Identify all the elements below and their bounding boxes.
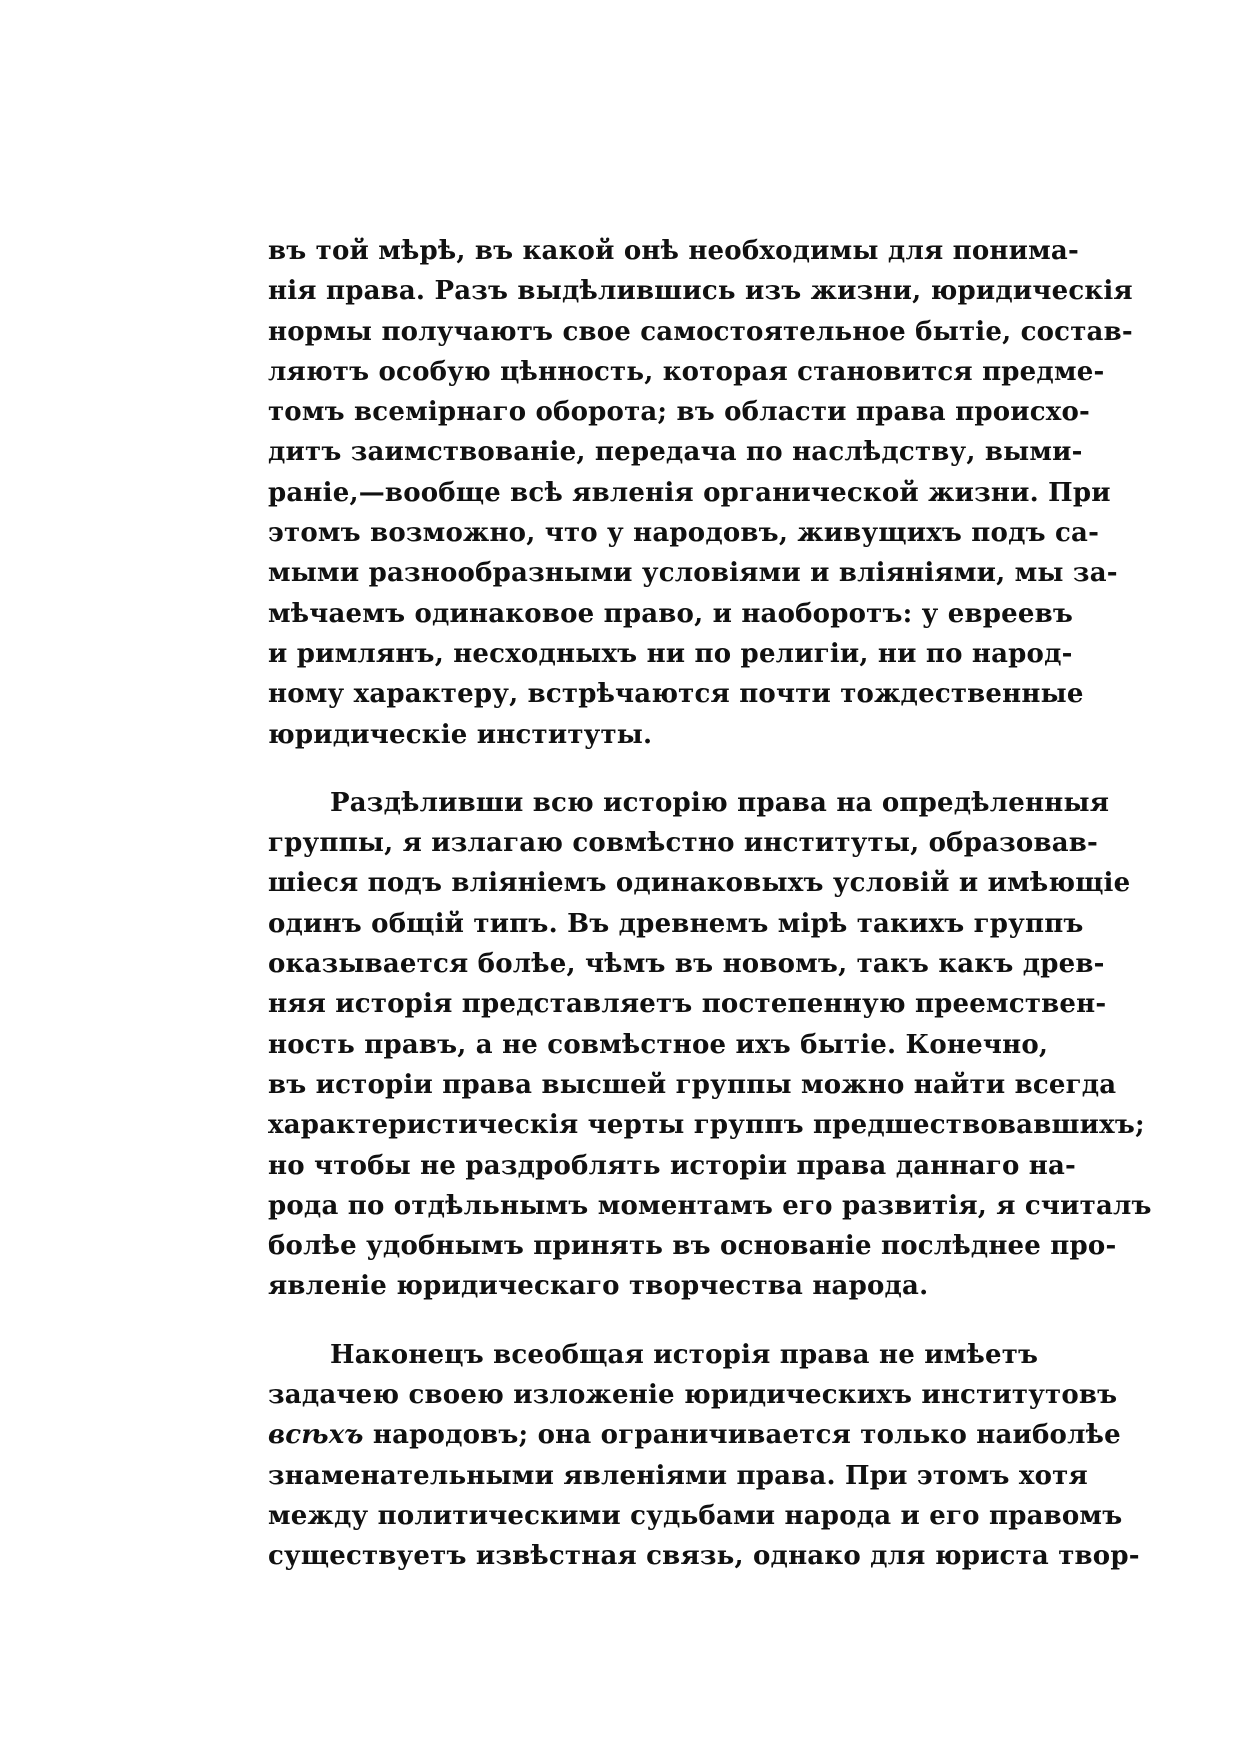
text-line: и римлянъ, несходныхъ ни по религіи, ни по народ- bbox=[268, 638, 1073, 669]
text-line: ляютъ особую цѣнность, которая становится предме- bbox=[268, 356, 1105, 387]
text-line: этомъ возможно, что у народовъ, живущихъ подъ са- bbox=[268, 518, 1100, 549]
text-line: существуетъ извѣстная связь, однако для юриста твор- bbox=[268, 1541, 1140, 1572]
italic-word: всѣхъ bbox=[268, 1420, 364, 1451]
paragraph-3 bbox=[268, 1335, 1140, 1577]
text-line: Раздѣливши всю исторію права на опредѣленныя bbox=[330, 787, 1110, 818]
text-line: въ той мѣрѣ, въ какой онѣ необходимы для понима- bbox=[268, 236, 1079, 266]
page-text bbox=[268, 231, 1152, 1577]
text-line: юридическіе институты. bbox=[268, 719, 653, 750]
text-line-with-italic bbox=[268, 1415, 1121, 1455]
text-line: мыми разнообразными условіями и вліяніями, мы за- bbox=[268, 558, 1118, 589]
text-line-rest: народовъ; она ограничивается только наиболѣе bbox=[372, 1420, 1121, 1451]
text-line: задачею своею изложеніе юридическихъ институтовъ bbox=[268, 1380, 1118, 1411]
text-line: одинъ общій типъ. Въ древнемъ мірѣ такихъ группъ bbox=[268, 908, 1084, 939]
text-line: мѣчаемъ одинаковое право, и наоборотъ: у евреевъ bbox=[268, 598, 1074, 629]
text-line: группы, я излагаю совмѣстно институты, образовав- bbox=[268, 828, 1099, 859]
text-line: болѣе удобнымъ принять въ основаніе послѣднее про- bbox=[268, 1231, 1117, 1262]
text-line: нормы получаютъ свое самостоятельное бытіе, состав- bbox=[268, 316, 1133, 347]
text-line: рода по отдѣльнымъ моментамъ его развитія, я считалъ bbox=[268, 1190, 1152, 1221]
text-line: няя исторія представляетъ постепенную преемствен- bbox=[268, 989, 1107, 1020]
paragraph-1 bbox=[268, 231, 1133, 755]
text-line: между политическими судьбами народа и его правомъ bbox=[268, 1500, 1123, 1531]
text-line: характеристическія черты группъ предшествовавшихъ; bbox=[268, 1110, 1145, 1141]
text-line: Наконецъ всеобщая исторія права не имѣетъ bbox=[330, 1339, 1039, 1370]
text-line: шіеся подъ вліяніемъ одинаковыхъ условій и имѣющіе bbox=[268, 868, 1131, 899]
text-line: томъ всемірнаго оборота; въ области права происхо- bbox=[268, 397, 1090, 428]
text-line: оказывается болѣе, чѣмъ въ новомъ, такъ какъ древ- bbox=[268, 949, 1105, 980]
text-line: ному характеру, встрѣчаются почти тождественные bbox=[268, 679, 1084, 710]
text-line: раніе,—вообще всѣ явленія органической жизни. При bbox=[268, 477, 1111, 508]
text-line: но чтобы не раздроблять исторіи права даннаго на- bbox=[268, 1150, 1077, 1181]
paragraph-gap bbox=[268, 1307, 972, 1335]
text-line: дитъ заимствованіе, передача по наслѣдству, выми- bbox=[268, 437, 1083, 468]
text-line: знаменательными явленіями права. При этомъ хотя bbox=[268, 1460, 1088, 1491]
text-line: явленіе юридическаго творчества народа. bbox=[268, 1271, 929, 1302]
text-line: нія права. Разъ выдѣлившись изъ жизни, юридическія bbox=[268, 276, 1133, 307]
text-line: въ исторіи права высшей группы можно найти всегда bbox=[268, 1069, 1117, 1100]
paragraph-2 bbox=[268, 783, 1152, 1307]
paragraph-gap bbox=[268, 755, 972, 783]
text-line: ность правъ, а не совмѣстное ихъ бытіе. Конечно, bbox=[268, 1029, 1049, 1060]
